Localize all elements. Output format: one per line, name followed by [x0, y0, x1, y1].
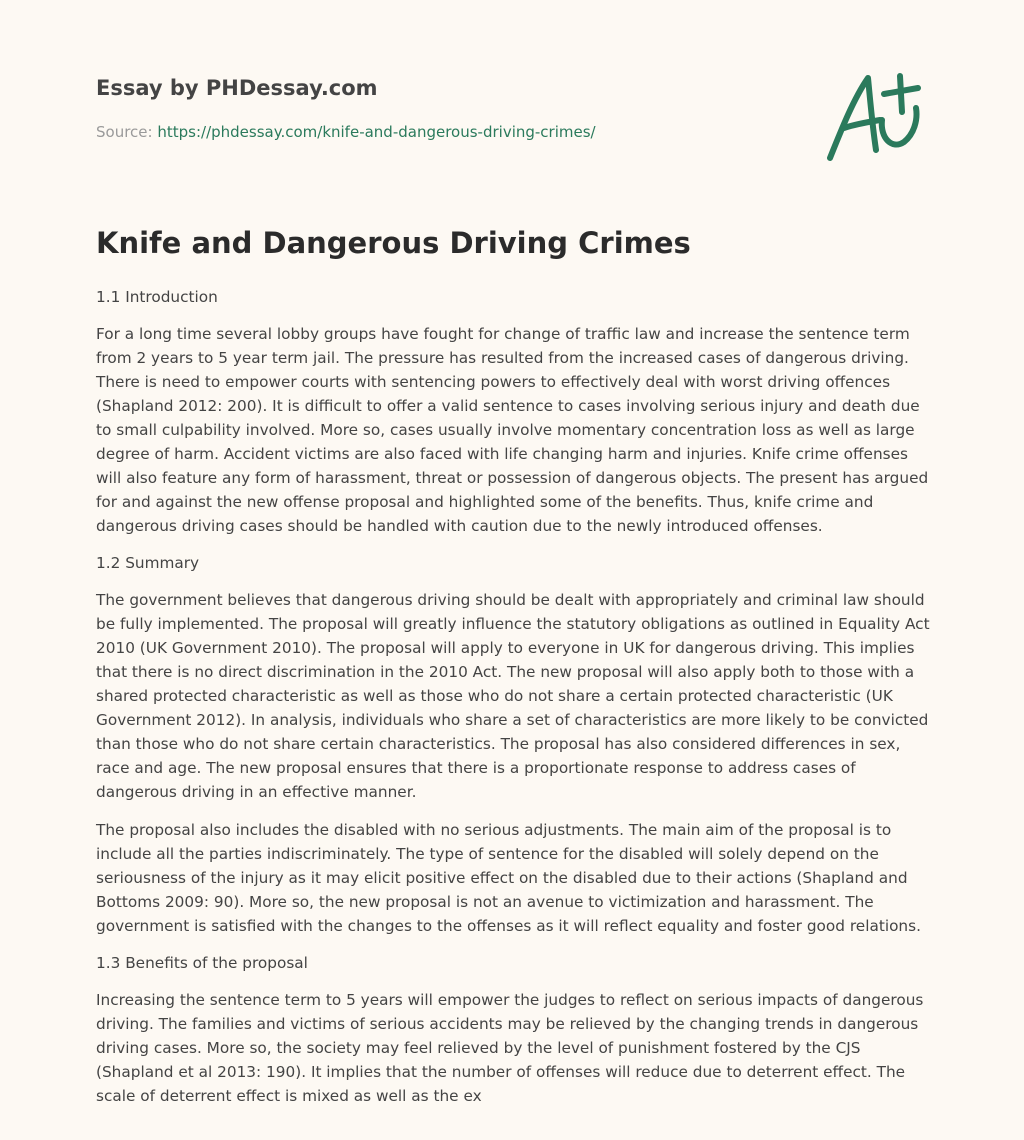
paragraph: The government believes that dangerous driving should be dealt with appropriately and criminal law should be fully implemented. The proposal will greatly influence the statutory obligations as outlined in Equality Act 2010 (UK Government 2010). The proposal will apply to everyone in UK for dangerous driving. This implies that there is no direct discrimination in the 2010 Act. The new proposal will also apply both to those with a shared protected characteristic as well as those who do not share a certain protected characteristic (UK Government 2012). In analysis, individuals who share a set of characteristics are more likely to be convicted than those who do not share certain characteristics. The proposal has also considered differences in sex, race and age. The new proposal ensures that there is a proportionate response to address cases of dangerous driving in an effective manner.: [96, 591, 930, 801]
section-heading: 1.3 Benefits of the proposal: [96, 954, 308, 972]
paragraph: The proposal also includes the disabled with no serious adjustments. The main aim of the proposal is to include all the parties indiscriminately. The type of sentence for the disabled will solely depend on the seriousness of the injury as it may elicit positive effect on the disabled due to their actions (Shapland and Bottoms 2009: 90). More so, the new proposal is not an avenue to victimization and harassment. The government is satisfied with the changes to the offenses as it will reflect equality and foster good relations.: [96, 821, 921, 935]
essay-title: Knife and Dangerous Driving Crimes: [96, 226, 691, 260]
paragraph: Increasing the sentence term to 5 years will empower the judges to reflect on serious impacts of dangerous driving. The families and victims of serious accidents may be relieved by the changing trends in dangerous driving cases. More so, the society may feel relieved by the level of punishment fostered by the CJS (Shapland et al 2013: 190). It implies that the number of offenses will reduce due to deterrent effect. The scale of deterrent effect is mixed as well as the ex: [96, 991, 924, 1105]
essay-body: [96, 286, 932, 1122]
a-plus-logo-icon: [824, 68, 924, 164]
paragraph: For a long time several lobby groups have fought for change of traffic law and increase the sentence term from 2 years to 5 year term jail. The pressure has resulted from the increased cases of dangerous driving. There is need to empower courts with sentencing powers to effectively deal with worst driving offences (Shapland 2012: 200). It is difficult to offer a valid sentence to cases involving serious injury and death due to small culpability involved. More so, cases usually involve momentary concentration loss as well as large degree of harm. Accident victims are also faced with life changing harm and injuries. Knife crime offenses will also feature any form of harassment, threat or possession of dangerous objects. The present has argued for and against the new offense proposal and highlighted some of the benefits. Thus, knife crime and dangerous driving cases should be handled with caution due to the newly introduced offenses.: [96, 325, 929, 535]
document-header: [96, 0, 932, 200]
source-label: Source:: [96, 123, 153, 141]
section-heading: 1.2 Summary: [96, 554, 200, 572]
source-line: [96, 123, 596, 141]
source-link[interactable]: https://phdessay.com/knife-and-dangerous-driving-crimes/: [157, 123, 596, 141]
brand-title: Essay by PHDessay.com: [96, 76, 378, 100]
section-heading: 1.1 Introduction: [96, 288, 218, 306]
document-page: [96, 0, 932, 1105]
